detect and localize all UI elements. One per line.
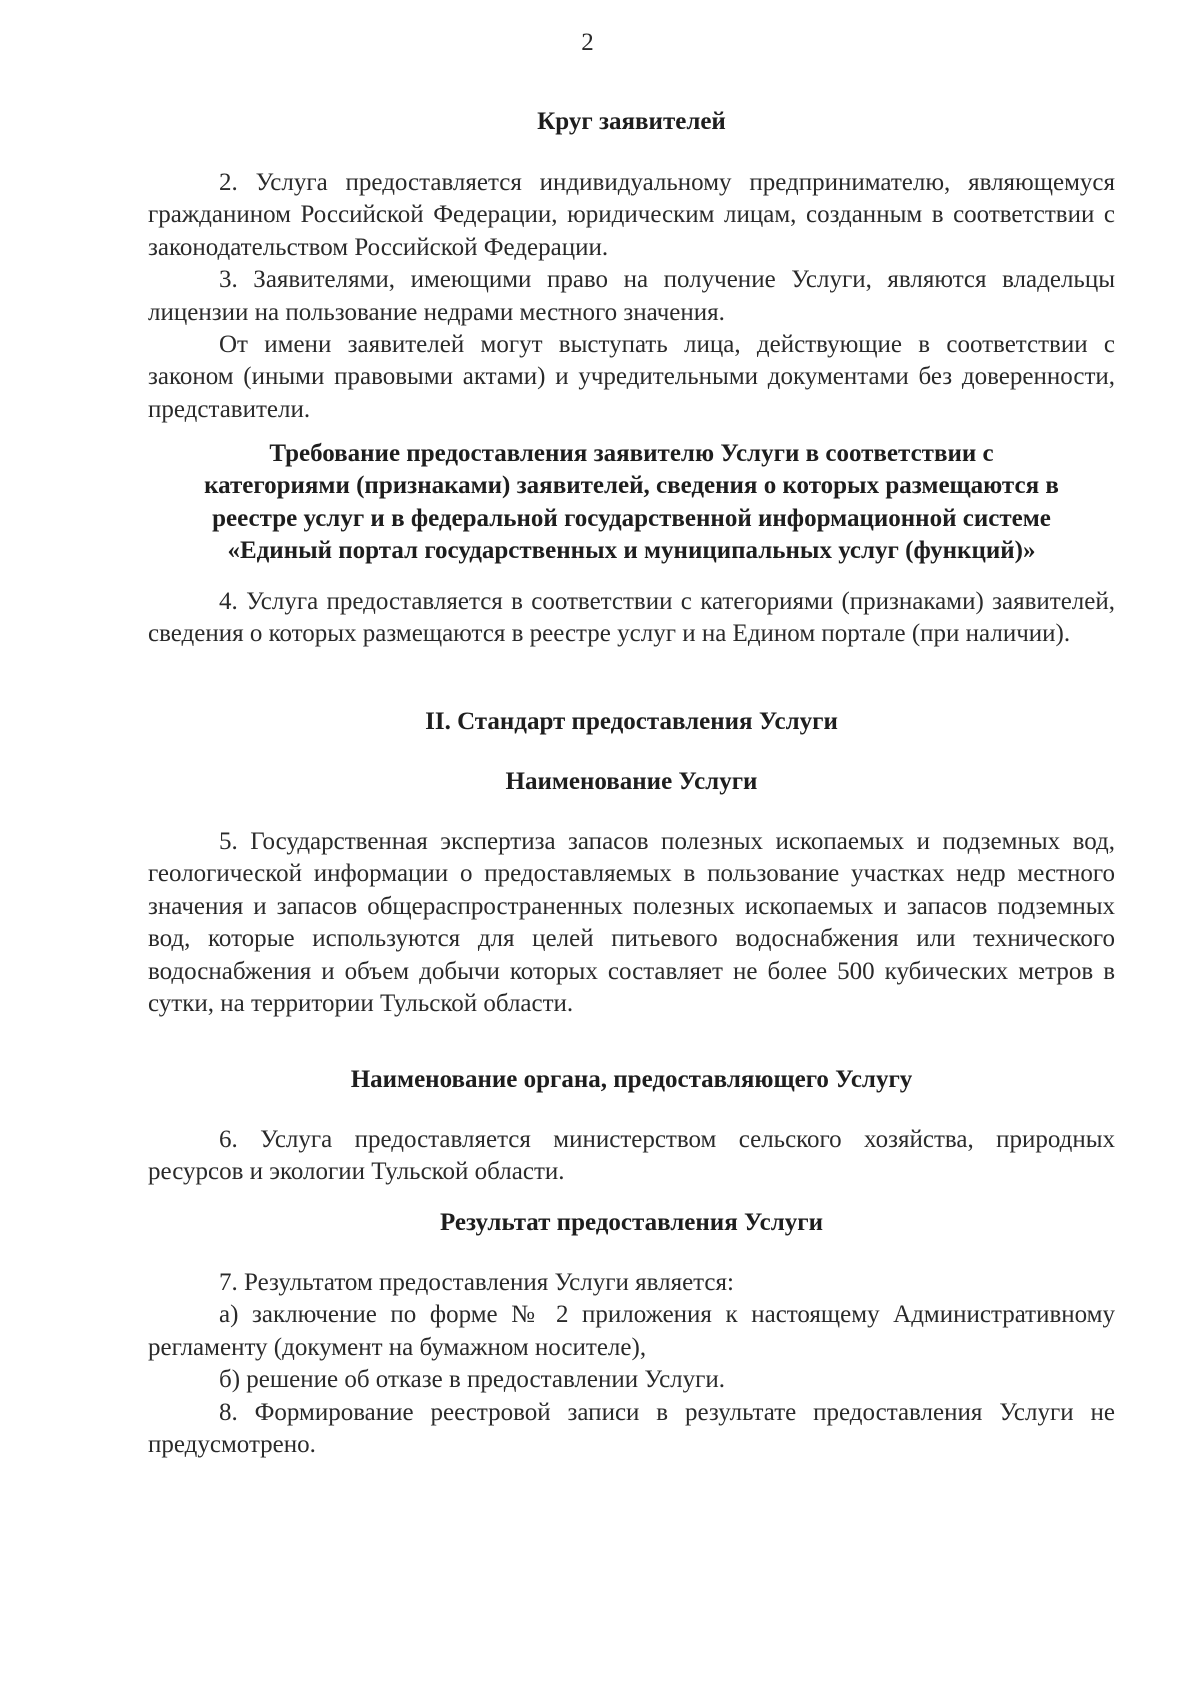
paragraph-6: 6. Услуга предоставляется министерством сельского хозяйства, природных ресурсов и экологии Тульской области. [148,1126,1115,1186]
requirement-section [148,586,1115,651]
heading-requirement-line-3: реестре услуг и в федеральной государственной информационной системе [212,504,1051,532]
paragraph-7b: б) решение об отказе в предоставлении Услуги. [219,1366,726,1394]
heading-result: Результат предоставления Услуги [439,1209,823,1236]
heading-applicants: Круг заявителей [537,108,726,135]
result-section [148,1267,1115,1461]
heading-requirement-line-2: категориями (признаками) заявителей, сведения о которых размещаются в [204,472,1059,500]
page-number: 2 [581,29,594,56]
authority-section [148,1124,1115,1189]
paragraph-2: 2. Услуга предоставляется индивидуальному предпринимателю, являющемуся гражданином Российской Федерации, юридическим лицам, созданным в соответствии с законодательством Российской Федерации. [148,169,1115,261]
paragraph-3: 3. Заявителями, имеющими право на получение Услуги, являются владельцы лицензии на пользование недрами местного значения. [148,266,1115,326]
heading-requirement-line-1: Требование предоставления заявителю Услуги в соответствии с [269,440,994,467]
heading-service-name: Наименование Услуги [505,768,758,795]
heading-authority: Наименование органа, предоставляющего Услугу [350,1066,913,1093]
part-2-heading: II. Стандарт предоставления Услуги [425,708,838,735]
applicants-section [148,167,1115,426]
paragraph-5: 5. Государственная экспертиза запасов полезных ископаемых и подземных вод, геологической информации о предоставляемых в пользование участках недр местного значения и запасов общераспространенных полезных ископаемых и запасов подземных вод, которые используются для целей питьевого водоснабжения или технического водоснабжения и объем добычи которых составляет не более 500 кубических метров в сутки, на территории Тульской области. [148,828,1115,1018]
heading-requirement-line-4: «Единый портал государственных и муниципальных услуг (функций)» [227,537,1036,565]
paragraph-7a: а) заключение по форме № 2 приложения к настоящему Административному регламенту (документ на бумажном носителе), [148,1301,1115,1361]
paragraph-8: 8. Формирование реестровой записи в результате предоставления Услуги не предусмотрено. [148,1398,1115,1459]
paragraph-7: 7. Результатом предоставления Услуги является: [219,1269,734,1296]
paragraph-representatives: От имени заявителей могут выступать лица, действующие в соответствии с законом (иными правовыми актами) и учредительными документами без доверенности, представители. [148,331,1115,423]
heading-requirement [148,438,1115,568]
paragraph-4: 4. Услуга предоставляется в соответствии с категориями (признаками) заявителей, сведения о которых размещаются в реестре услуг и на Едином портале (при наличии). [148,588,1115,648]
service-name-section [148,826,1115,1020]
